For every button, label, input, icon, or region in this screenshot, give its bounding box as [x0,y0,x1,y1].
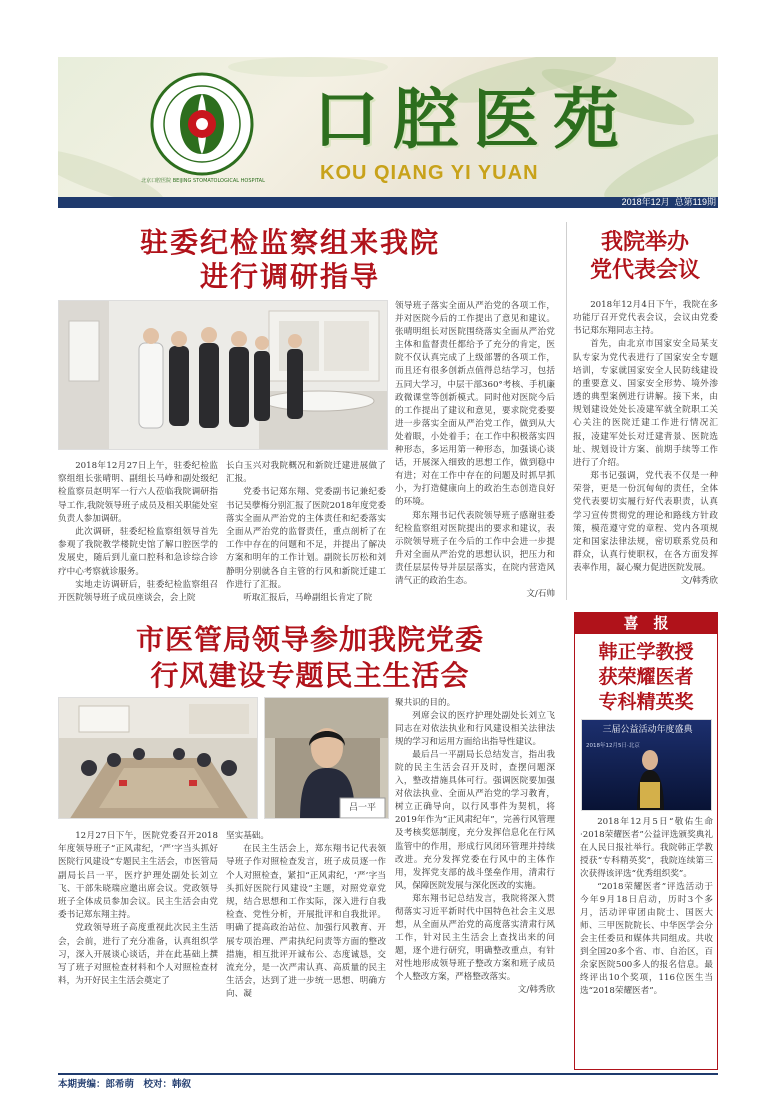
article1-headline-line1: 驻委纪检监察组来我院 [139,226,440,259]
article3-col2-para: 在民主生活会上，郑东翔书记代表领导班子作对照检查发言，班子成员逐一作个人对照检查，紧扣“正风肃纪，‘严’字当头抓好医院行风建设”主题，对照党章党规，结合思想和工作实际，深入进行自我检查、党性分析，开展批评和自我批评。明确了提高政治站位、加强行风教育、开展专项治理、严肃执纪问责等方面的整改措施，相互批评开诚布公、态度诚恳，交流充分，是一次严肃认真、高质量的民主生活会，达到了进一步统一思想、明确方向、凝 [226,844,386,1000]
article3-col3-para: 列席会议的医疗护理处副处长刘立飞同志在对依法执业和行风建设相关法律法规的学习和运用方面给出指导性建议。 [395,711,555,748]
article3-col1-para: 12月27日下午，医院党委召开2018年度领导班子“正风肃纪，‘严’字当头抓好医院行风建设”专题民主生活会，市医管局副局长吕一平，医疗护理处副处长刘立飞、干部朱晓瑞应邀出席会议。党政领导班子全体成员参加会议。民主生活会由党委书记郑东翔主持。 [58,831,218,921]
article4-headline [578,640,714,715]
article1-column-2 [226,460,386,605]
issue-info [480,197,716,208]
article2-body [573,299,718,588]
article3-headline-line1: 市医管局领导参加我院党委 [135,623,484,656]
article3-photo-speaker [264,697,389,819]
article2-headline-line2: 党代表会议 [589,257,700,283]
article4-headline-line2: 获荣耀医者 [598,666,694,688]
article2-byline: 文/韩秀欣 [680,576,718,587]
photo-caption: 2018年12月5日·北京 [586,743,640,749]
article1-col2-para: 听取汇报后，马峥副组长肯定了院 [243,593,373,604]
article4-para: “2018荣耀医者”评选活动于今年9月18日启动，历时3个多月，活动评审团由院士、国医大师、三甲医院院长、中华医学会分会主任委员和媒体共同组成。共收到全国20多个省、市、自治区，百余家医院500多人的报名信息。最终评出10个奖项，116位医生当选“2018荣耀医者”。 [580,882,713,996]
article3-photo-meeting [58,697,258,819]
issue-date: 2018年12月 [621,197,670,207]
article4-body [580,816,713,998]
article4-headline-line3: 专科精英奖 [598,691,694,713]
article1-column-1 [58,460,218,605]
article3-photo-meeting-scene [59,698,258,819]
logo-ring-text: 北京口腔医院 BEIJING STOMATOLOGICAL HOSPITAL [141,178,265,184]
article1-byline: 文/石帅 [526,589,555,600]
article1-headline [60,226,520,294]
article2-para: 郑书记强调，党代表不仅是一种荣誉，更是一份沉甸甸的责任，全体党代表要切实履行好代表职责，认真学习宣传贯彻党的理论和路线方针政策，模范遵守党的章程、党内各项规定和国家法律法规，密切联系党员和群众，认真行使职权，在各方面发挥表率作用，凝心聚力促进医院发展。 [573,471,718,574]
article4-para: 2018年12月5日“敬佑生命·2018荣耀医者”公益评选颁奖典礼在人民日报社举行。我院韩正学教授获“专科精英奖”，我院连续第三次获得该评选“优秀组织奖”。 [580,817,713,879]
article4-photo [581,719,712,811]
hospital-logo [150,72,254,176]
article3-col1-para: 党政领导班子高度重视此次民主生活会，会前，进行了充分准备，认真组织学习，深入开展谈心谈话，并在此基础上撰写了班子对照检查材料和个人对照检查材料，为开好民主生活会奠定了 [58,923,218,987]
article1-col2-para: 党委书记郑东翔、党委副书记兼纪委书记吴孽梅分别汇报了医院2018年度党委落实全面从严治党的主体责任和纪委落实全面从严治党的监督责任，重点剖析了在工作中存在的问题和不足，并提出了解决方案和明年的工作计划。副院长厉松和刘静明分别就各自主管的行风和新院迁建工作进行了汇报。 [226,487,386,590]
article2-para: 首先，由北京市国家安全局某支队专家为党代表进行了国家安全专题培训，专家就国家安全人民防线建设的重要意义、国家安全形势、境外渗透的典型案例进行讲解。接下来，由规划建设处处长凌建军就全院职工关心关注的医院迁建工作进行情况汇报，凌建军处长对迁建背景、医院选址、规划设计方案、前期手续等工作进行了介绍。 [573,339,718,468]
nameplate: 吕一平 [348,803,376,813]
article3-col3-para: 聚共识的目的。 [395,698,456,708]
article3-headline [60,622,560,694]
footer-rule [58,1073,718,1075]
footer-credits: 本期责编：郎希萌 校对：韩叙 [58,1079,192,1090]
article1-column-3 [395,300,555,601]
article3-column-1 [58,830,218,988]
masthead-pinyin: KOU QIANG YI YUAN [320,162,539,184]
article3-column-2 [226,830,386,1002]
article1-col1-para: 此次调研，驻委纪检监察组领导首先参观了我院教学楼院史馆了解口腔医学的发展史，随后到儿童口腔科和急诊综合诊疗中心考察就诊服务。 [58,527,218,577]
column-divider [566,222,567,600]
article3-col3-para: 最后吕一平副局长总结发言，指出我院的民主生活会召开及时，查摆问题深入，整改措施具体可行。强调医院要加强对依法执业、全面从严治党的学习教育，树立正确导向，以行风事件为契机，将2019年作为“正风肃纪年”，完善行风管理及考核奖惩制度，充分发挥信息化在行风监管中的作用，形成行风闭环管理并持续改进。充分发挥党委在行风中的主体作用，发挥党支部的战斗堡垒作用，清肃行风，保障医院发展与深化医改的实施。 [395,750,555,891]
article2-para: 2018年12月4日下午，我院在多功能厅召开党代表会议，会议由党委书记郑东翔同志主持。 [573,300,718,337]
article1-headline-line2: 进行调研指导 [199,260,380,293]
article1-col1-para: 实地走访调研后，驻委纪检监察组召开医院领导班子成员座谈会，会上院 [58,579,218,604]
article3-byline: 文/韩秀欣 [517,985,555,996]
article2-headline [572,228,718,284]
article3-headline-line2: 行风建设专题民主生活会 [150,659,470,692]
article3-col2-para: 坚实基础。 [226,831,269,841]
masthead-title: 口腔医苑 [313,80,633,158]
article4-headline-line1: 韩正学教授 [598,641,694,663]
good-news-label: 喜 报 [574,612,718,634]
masthead [58,57,718,197]
photo-banner: 三届公益活动年度盛典 [602,725,693,735]
article1-photo-scene [59,301,388,450]
article1-col3-para: 领导班子落实全面从严治党的各项工作，并对医院今后的工作提出了意见和建议。张晴明组长对医院围绕落实全面从严治党主体和监督责任都给予了充分的肯定，医院不仅认真完成了上级部署的各项工作，而且还有很多创新点值得总结学习，包括五同大学习，中层干部360°考核、手机廉政微课堂等创新模式。同时他对医院今后的工作提出了建议和意见，要求院党委要进一步落实全面从严治党工作，做到从大处着眼，小处着手；在工作中积极落实四种形态，多运用第一种形态，加强谈心谈话，开展深入细致的思想工作，做到稳中有进；对在工作中存在的问题及时抓早抓小，为打造健康向上的政治生态创造良好的环境。 [395,301,555,508]
article1-col3-para: 郑东翔书记代表院领导班子感谢驻委纪检监察组对医院提出的要求和建议，表示院领导班子在今后的工作中会进一步提升对全面从严治党的思想认识，把压力和责任层层传导并层层落实，在院内营造风清气正的政治生态。 [395,510,555,586]
article1-photo [58,300,388,450]
article1-col1-para: 2018年12月27日上午，驻委纪检监察组组长张晴明、副组长马峥和副处级纪检监察员赵明军一行六人莅临我院调研指导工作,我院领导班子成员及相关职能处室负责人参加调研。 [58,461,218,524]
article2-headline-line1: 我院举办 [600,229,689,255]
article3-col3-para: 郑东翔书记总结发言，我院将深入贯彻落实习近平新时代中国特色社会主义思想，从全面从严治党的高度落实清肃行风工作，针对民主生活会上查找出来的问题，逐个进行研究，明确整改重点，有针对性地形成领导班子整改方案和班子成员个人整改方案，严格整改落实。 [395,893,555,982]
article3-column-3 [395,697,555,997]
issue-number: 总第119期 [674,197,716,207]
article1-col2-para: 长白玉兴对我院概况和新院迁建进展做了汇报。 [226,461,386,485]
